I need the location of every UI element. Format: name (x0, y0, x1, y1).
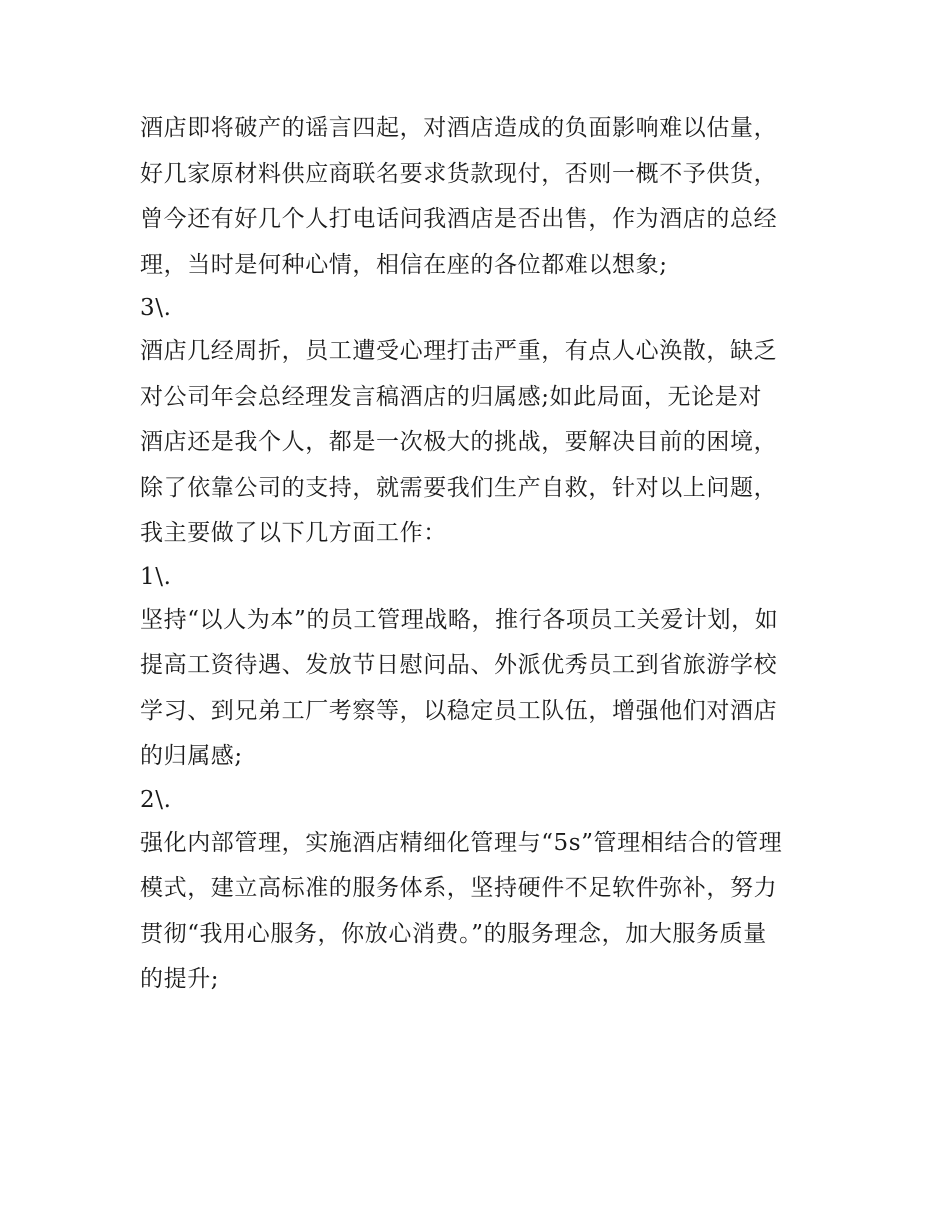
text-line: 酒店几经周折，员工遭受心理打击严重，有点人心涣散，缺乏 (140, 338, 778, 364)
text-line: 提高工资待遇、发放节日慰问品、外派优秀员工到省旅游学校 (140, 652, 778, 678)
text-line: 除了依靠公司的支持，就需要我们生产自救，针对以上问题， (140, 474, 778, 501)
text-line: 模式，建立高标准的服务体系，坚持硬件不足软件弥补，努力 (140, 875, 778, 901)
text-line: 理，当时是何种心情，相信在座的各位都难以想象; (140, 251, 668, 278)
text-line: 的归属感; (140, 743, 243, 769)
text-line: 曾今还有好几个人打电话问我酒店是否出售，作为酒店的总经 (140, 206, 778, 232)
text-line: 强化内部管理，实施酒店精细化管理与“5s”管理相结合的管理 (140, 829, 783, 856)
text-line: 酒店即将破产的谣言四起，对酒店造成的负面影响难以估量， (140, 115, 778, 141)
text-line: 的提升; (140, 966, 220, 992)
section-number: 3\. (140, 295, 172, 321)
text-line: 学习、到兄弟工厂考察等，以稳定员工队伍，增强他们对酒店 (140, 697, 778, 724)
text-line: 对公司年会总经理发言稿酒店的归属感;如此局面，无论是对 (140, 383, 762, 410)
section-number: 1\. (140, 563, 172, 590)
text-line: 坚持“以人为本”的员工管理战略，推行各项员工关爱计划，如 (140, 606, 779, 633)
text-line: 贯彻“我用心服务，你放心消费。”的服务理念，加大服务质量 (140, 920, 767, 947)
text-line: 酒店还是我个人，都是一次极大的挑战，要解决目前的困境， (140, 429, 778, 455)
document-body (140, 106, 820, 1003)
section-number: 2\. (140, 786, 172, 813)
text-line: 我主要做了以下几方面工作： (140, 520, 447, 546)
text-line: 好几家原材料供应商联名要求货款现付，否则一概不予供货， (140, 160, 778, 187)
